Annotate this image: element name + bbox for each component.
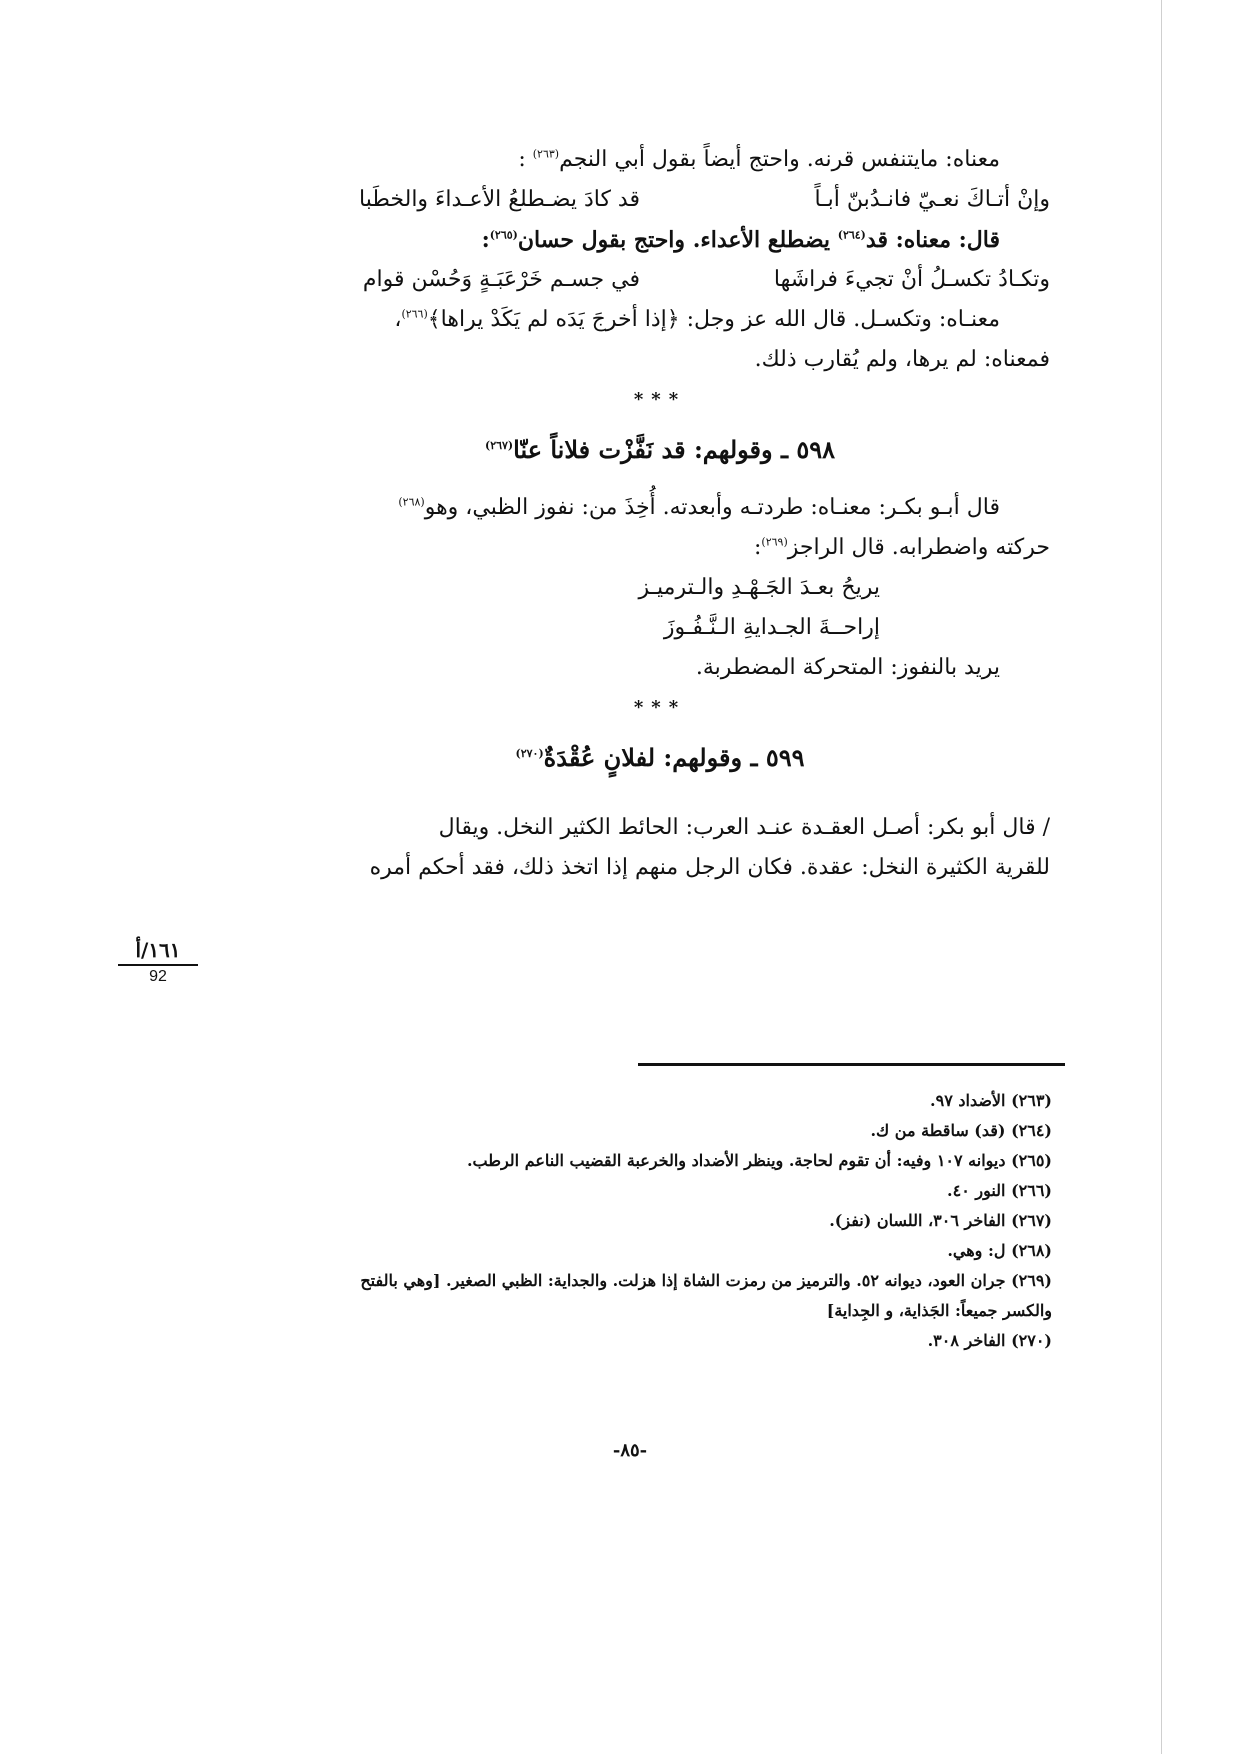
footnote: (٢٦٥) ديوانه ١٠٧ وفيه: أن تقوم لحاجة. وينظر الأضداد والخرعبة القضيب الناعم الرطب. — [466, 1151, 1052, 1170]
footnote: (٢٦٦) النور ٤٠. — [947, 1181, 1052, 1200]
footnote: (٢٦٧) الفاخر ٣٠٦، اللسان (نفز). — [829, 1211, 1052, 1230]
paragraph-line: يريد بالنفوز: المتحركة المضطربة. — [695, 655, 1000, 680]
footnote-ref[interactable]: (٢٧٠) — [515, 747, 544, 760]
paragraph-line: / قال أبو بكر: أصـل العقـدة عنـد العرب: الحائط الكثير النخل. ويقال — [438, 815, 1050, 840]
paragraph-line — [270, 140, 1050, 180]
footnote: (٢٦٤) (قد) ساقطة من ك. — [870, 1121, 1052, 1140]
text-span: : — [518, 147, 526, 172]
heading-text: ٥٩٩ ـ وقولهم: لفلانٍ عُقْدَةٌ — [543, 743, 805, 772]
text-span: قال: معناه: قد — [865, 227, 1000, 253]
folio-subnumber: 92 — [149, 968, 167, 985]
text-span: ، — [394, 307, 402, 332]
verse-first-hemistich: وإنْ أتـاكَ نعـيّ فانـدُبنّ أبـاً — [814, 187, 1050, 212]
footnote-ref[interactable]: (٢٦٧) — [484, 439, 514, 452]
text-span: قال أبـو بكـر: معنـاه: طردتـه وأبعدته. أُخِذَ من: نفوز الظبي، وهو — [424, 495, 1000, 520]
scan-edge-line — [1161, 0, 1162, 1754]
footnote-continuation: والكسر جميعاً: الجَذاية، و الجِداية] — [826, 1301, 1052, 1320]
footnote-divider — [638, 1063, 1065, 1066]
paragraph-line — [270, 528, 1050, 568]
rajaz-line: يريحُ بعـدَ الجَـهْـدِ والـترميـز — [638, 575, 880, 600]
paragraph-line — [270, 488, 1050, 528]
section-separator: *** — [633, 697, 687, 718]
entry-heading-599 — [270, 728, 1050, 788]
entry-heading-598 — [270, 420, 1050, 480]
footnote-ref[interactable]: (٢٦٤) — [837, 228, 866, 242]
text-span: : — [753, 535, 762, 560]
rajaz-line: إراحــةَ الجـدايةِ الـنَّـفُـوزَ — [663, 615, 880, 640]
heading-text: ٥٩٨ ـ وقولهم: قد نَفَّزْت فلاناً عنّا — [513, 435, 836, 464]
section-separator: *** — [633, 389, 687, 410]
footnote-ref[interactable]: (٢٦٨) — [398, 495, 425, 509]
page-number: -٨٥- — [612, 1440, 648, 1461]
footnote: (٢٦٣) الأضداد ٩٧. — [930, 1091, 1052, 1110]
footnote-ref[interactable]: (٢٦٩) — [761, 535, 788, 549]
footnotes — [240, 1086, 1052, 1356]
text-span: معنـاه: وتكسـل. قال الله عز وجل: ﴿إذا أخرجَ يَدَه لم يَكَدْ يراها﴾ — [427, 307, 1000, 332]
footnote-ref[interactable]: (٢٦٦) — [401, 307, 428, 321]
verse-second-hemistich: في جسـم خَرْعَبَـةٍ وَحُسْن قوام — [362, 267, 640, 292]
footnote-ref[interactable]: (٢٦٣) — [532, 147, 560, 161]
text-span: معناه: مايتنفس قرنه. واحتج أيضاً بقول أبي النجم — [559, 147, 1000, 172]
paragraph-line — [270, 300, 1050, 340]
footnote-ref[interactable]: (٢٦٥) — [489, 228, 518, 242]
verse-first-hemistich: وتكـادُ تكسـلُ أنْ تجيءَ فراشَها — [773, 267, 1050, 292]
footnote: (٢٦٨) ل: وهي. — [947, 1241, 1052, 1260]
footnote: (٢٧٠) الفاخر ٣٠٨. — [927, 1331, 1052, 1350]
folio-number: ١٦١/أ — [118, 938, 198, 966]
paragraph-line: للقرية الكثيرة النخل: عقدة. فكان الرجل منهم إذا اتخذ ذلك، فقد أحكم أمره — [369, 855, 1050, 880]
paragraph-line — [270, 220, 1050, 260]
manuscript-folio-marker — [118, 938, 198, 986]
main-text — [270, 140, 1050, 888]
text-span: حركته واضطرابه. قال الراجز — [787, 535, 1050, 560]
text-span: : — [481, 227, 490, 253]
footnote: (٢٦٩) جران العود، ديوانه ٥٢. والترميز من رمزت الشاة إذا هزلت. والجداية: الظبي الصغير. [وهي بالفتح — [360, 1271, 1052, 1290]
verse-line — [270, 260, 1050, 300]
verse-line — [270, 180, 1050, 220]
text-span: يضطلع الأعداء. واحتج بقول حسان — [517, 227, 838, 253]
paragraph-line: فمعناه: لم يرها، ولم يُقارب ذلك. — [754, 347, 1050, 372]
verse-second-hemistich: قد كادَ يضـطلعُ الأعـداءَ والخطَبا — [359, 187, 640, 212]
